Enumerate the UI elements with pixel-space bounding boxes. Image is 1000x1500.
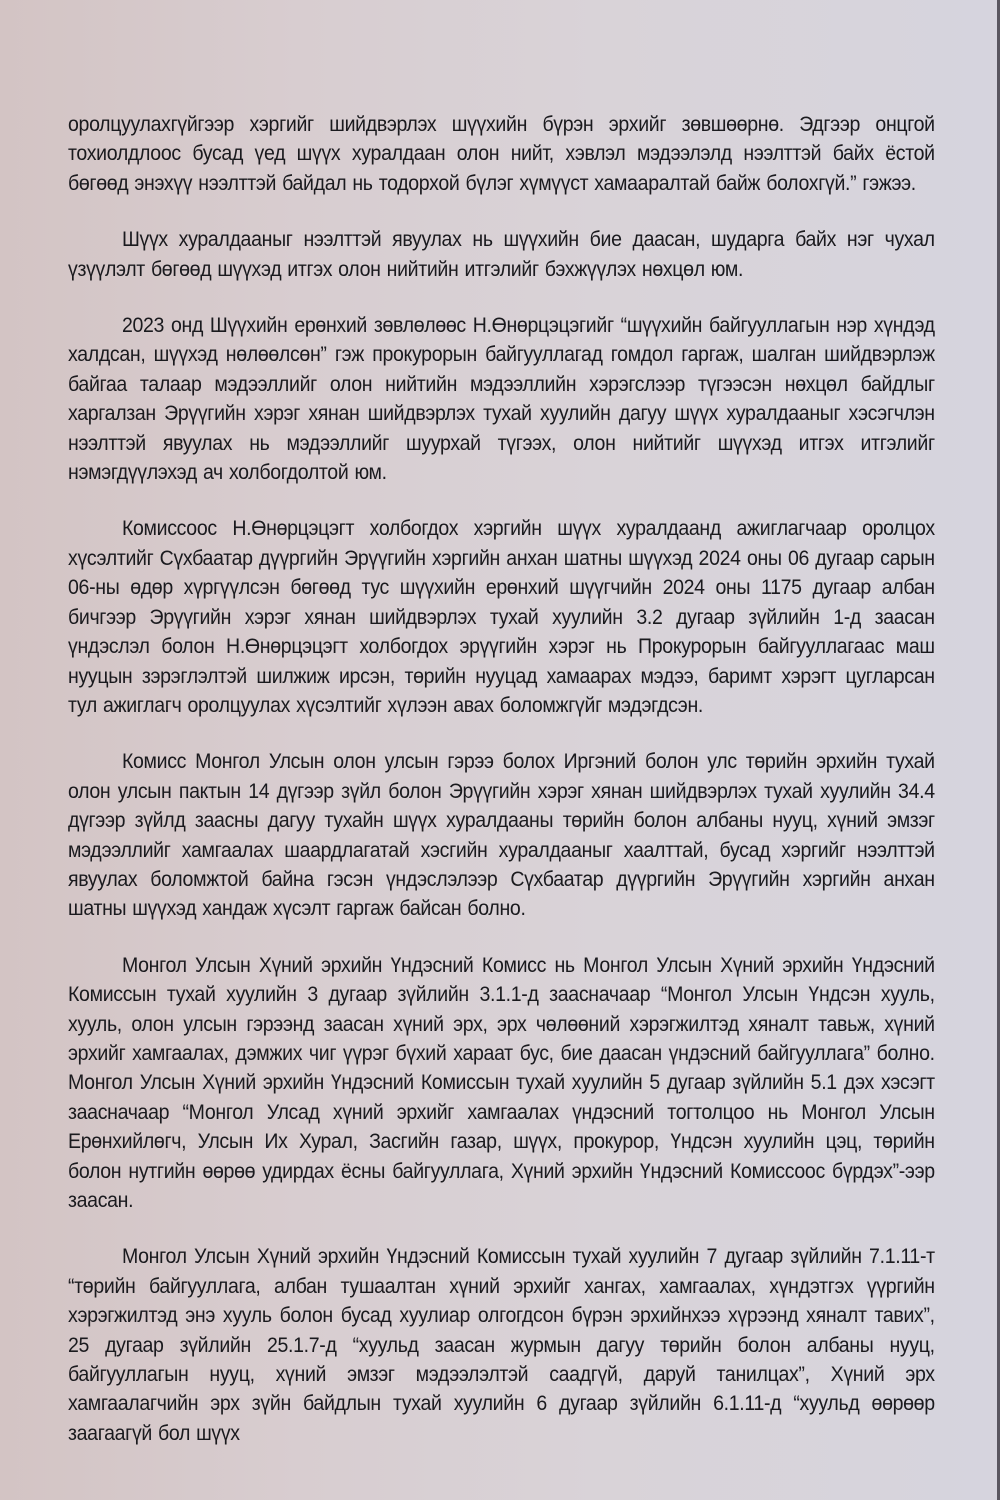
paragraph-2: Шүүх хуралдааныг нээлттэй явуулах нь шүүхийн бие даасан, шударга байх нэг чухал үзүүлэлт бөгөөд шүүхэд итгэх олон нийтийн итгэлийг бэхжүүлэх нөхцөл юм.	[68, 228, 935, 281]
paragraph-3: 2023 онд Шүүхийн ерөнхий зөвлөлөөс Н.Өнөрцэцэгийг “шүүхийн байгууллагын нэр хүндэд халдсан, шүүхэд нөлөөлсөн” гэж прокурорын байгууллагад гомдол гаргаж, шалган шийдвэрлэж байгаа талаар мэдээллийг олон нийтийн мэдээллийн хэрэгслээр түгээсэн нөхцөл байдлыг харгалзан Эрүүгийн хэрэг хянан шийдвэрлэх тухай хуулийн дагуу шүүх хуралдааныг хэсэгчлэн нээлттэй явуулах нь мэдээллийг шуурхай түгээх, олон нийтийг шүүхэд итгэх итгэлийг нэмэгдүүлэхэд ач холбогдолтой юм.	[68, 314, 935, 485]
paragraph-5: Комисс Монгол Улсын олон улсын гэрээ болох Иргэний болон улс төрийн эрхийн тухай олон улсын пактын 14 дүгээр зүйл болон Эрүүгийн хэрэг хянан шийдвэрлэх тухай хуулийн 34.4 дүгээр зүйлд заасны дагуу тухайн шүүх хуралдааны төрийн болон албаны нууц, хүний эмзэг мэдээллийг хамгаалах шаардлагатай хэсгийн хуралдааныг хаалттай, бусад хэргийг нээлттэй явуулах боломжтой байна гэсэн үндэслэлээр Сүхбаатар дүүргийн Эрүүгийн хэргийн анхан шатны шүүхэд хандаж хүсэлт гаргаж байсан болно.	[68, 750, 935, 921]
document-body	[68, 110, 935, 1475]
paragraph-1: оролцуулахгүйгээр хэргийг шийдвэрлэх шүүхийн бүрэн эрхийг зөвшөөрнө. Эдгээр онцгой тохиолдлоос бусад үед шүүх хуралдаан олон нийт, хэвлэл мэдээлэлд нээлттэй байх ёстой бөгөөд энэхүү нээлттэй байдал нь тодорхой бүлэг хүмүүст хамааралтай байж болохгүй.” гэжээ.	[68, 113, 935, 195]
paragraph-7: Монгол Улсын Хүний эрхийн Үндэсний Комиссын тухай хуулийн 7 дугаар зүйлийн 7.1.11-т “төрийн байгууллага, албан тушаалтан хүний эрхийг хангах, хамгаалах, хүндэтгэх үүргийн хэрэгжилтэд энэ хууль болон бусад хуулиар олгогдсон бүрэн эрхийнхээ хүрээнд хяналт тавих”, 25 дугаар зүйлийн 25.1.7-д “хуульд заасан журмын дагуу төрийн болон албаны нууц, байгууллагын нууц, хүний эмзэг мэдээлэлтэй саадгүй, даруй танилцах”, Хүний эрх хамгаалагчийн эрх зүйн байдлын тухай хуулийн 6 дугаар зүйлийн 6.1.11-д “хуульд өөрөөр заагаагүй бол шүүх	[68, 1245, 935, 1445]
paragraph-4: Комиссоос Н.Өнөрцэцэгт холбогдох хэргийн шүүх хуралдаанд ажиглагчаар оролцох хүсэлтийг Сүхбаатар дүүргийн Эрүүгийн хэргийн анхан шатны шүүхэд 2024 оны 06 дугаар сарын 06-ны өдөр хүргүүлсэн бөгөөд тус шүүхийн ерөнхий шүүгчийн 2024 оны 1175 дугаар албан бичгээр Эрүүгийн хэрэг хянан шийдвэрлэх тухай хуулийн 3.2 дугаар зүйлийн 1-д заасан үндэслэл болон Н.Өнөрцэцэгт холбогдох эрүүгийн хэрэг нь Прокурорын байгууллагаас маш нууцын зэрэглэлтэй шилжиж ирсэн, төрийн нууцад хамаарах мэдээ, баримт хэрэгт цугларсан тул ажиглагч оролцуулах хүсэлтийг хүлээн авах боломжгүйг мэдэгдсэн.	[68, 517, 935, 717]
paragraph-6: Монгол Улсын Хүний эрхийн Үндэсний Комисс нь Монгол Улсын Хүний эрхийн Үндэсний Комиссын тухай хуулийн 3 дугаар зүйлийн 3.1.1-д заасначаар “Монгол Улсын Үндсэн хууль, хууль, олон улсын гэрээнд заасан хүний эрх, эрх чөлөөний хэрэгжилтэд хяналт тавьж, хүний эрхийг хамгаалах, дэмжих чиг үүрэг бүхий хараат бус, бие даасан үндэсний байгууллага” болно. Монгол Улсын Хүний эрхийн Үндэсний Комиссын тухай хуулийн 5 дугаар зүйлийн 5.1 дэх хэсэгт заасначаар “Монгол Улсад хүний эрхийг хамгаалах үндэсний тогтолцоо нь Монгол Улсын Ерөнхийлөгч, Улсын Их Хурал, Засгийн газар, шүүх, прокурор, Үндсэн хуулийн цэц, төрийн болон нутгийн өөрөө удирдах ёсны байгууллага, Хүний эрхийн Үндэсний Комиссоос бүрдэх”-ээр заасан.	[68, 953, 935, 1212]
